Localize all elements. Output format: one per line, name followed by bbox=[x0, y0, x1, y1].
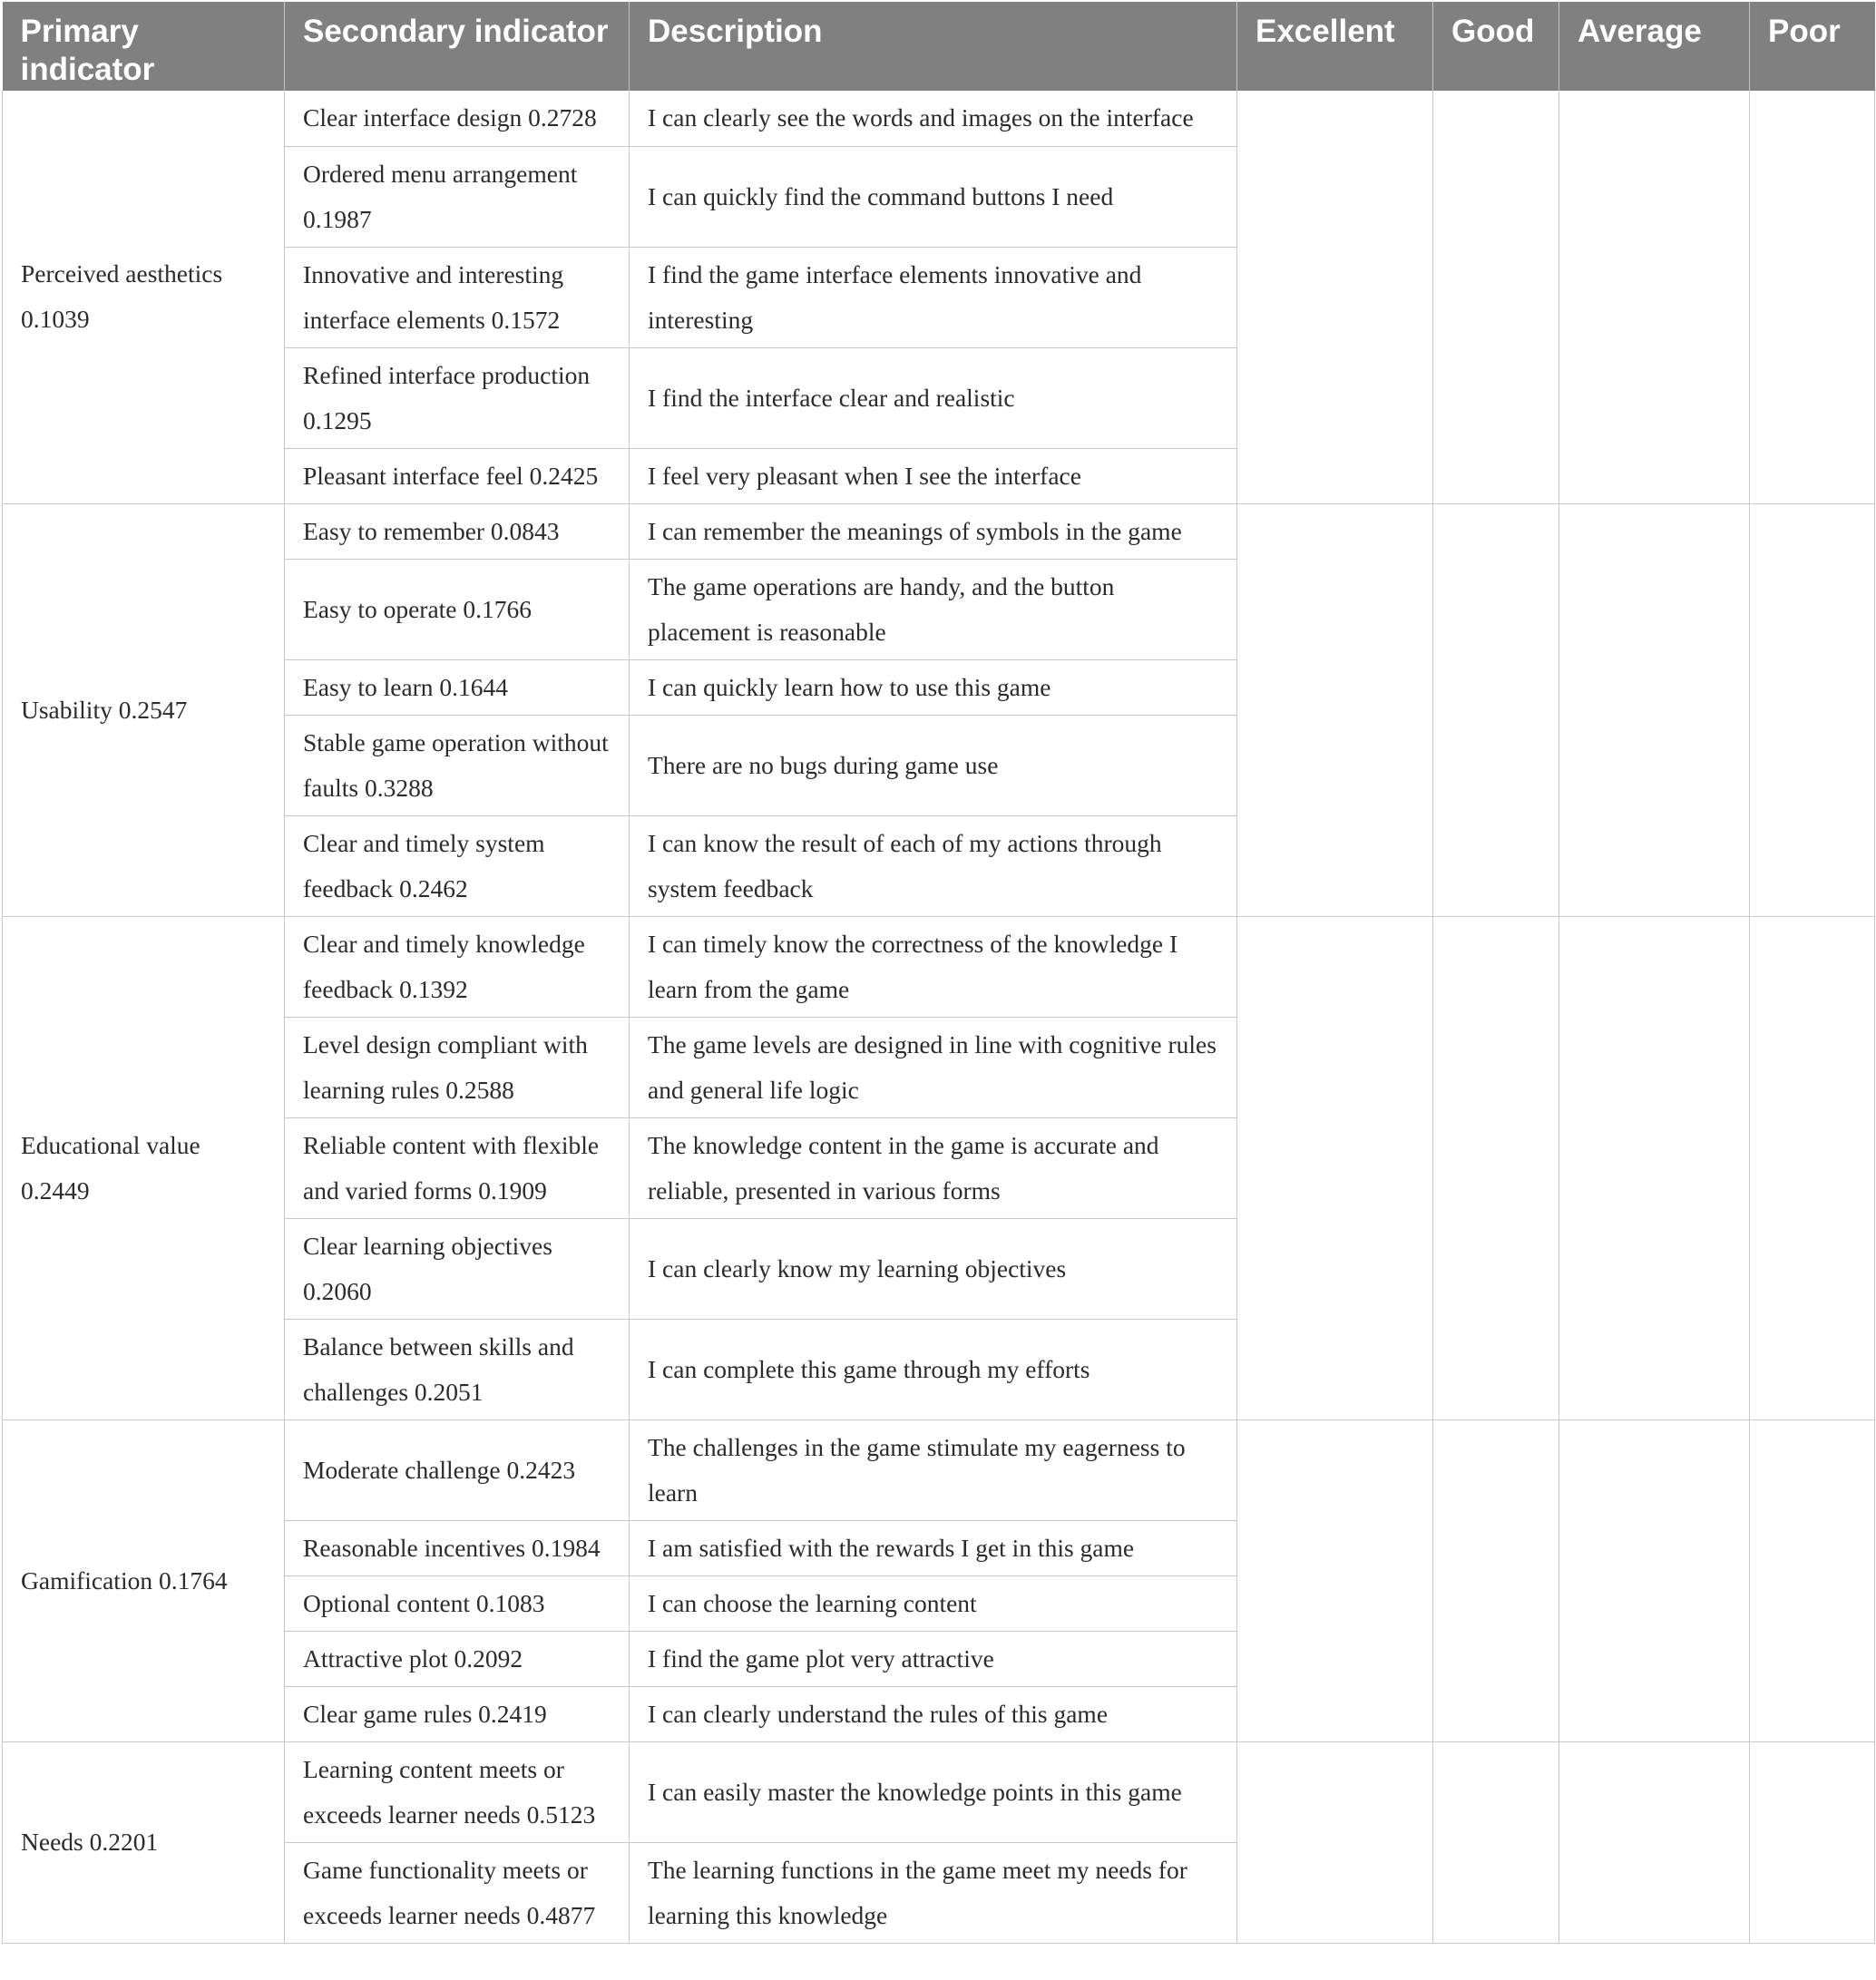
table-header bbox=[3, 2, 1875, 91]
description-cell: I can quickly learn how to use this game bbox=[630, 659, 1237, 715]
average-rating-cell[interactable] bbox=[1559, 503, 1750, 916]
table-row bbox=[3, 91, 1875, 146]
secondary-indicator-cell: Easy to learn 0.1644 bbox=[285, 659, 630, 715]
description-cell: I find the game interface elements innovative and interesting bbox=[630, 247, 1237, 347]
description-cell: I can remember the meanings of symbols in the game bbox=[630, 503, 1237, 559]
description-cell: I can clearly know my learning objectives bbox=[630, 1218, 1237, 1319]
good-rating-cell[interactable] bbox=[1433, 503, 1559, 916]
description-cell: The game levels are designed in line with cognitive rules and general life logic bbox=[630, 1017, 1237, 1117]
header-average: Average bbox=[1559, 2, 1750, 91]
good-rating-cell[interactable] bbox=[1433, 1419, 1559, 1741]
excellent-rating-cell[interactable] bbox=[1237, 1741, 1433, 1943]
secondary-indicator-cell: Reasonable incentives 0.1984 bbox=[285, 1520, 630, 1575]
header-excellent: Excellent bbox=[1237, 2, 1433, 91]
description-cell: I can complete this game through my efforts bbox=[630, 1319, 1237, 1419]
description-cell: I find the game plot very attractive bbox=[630, 1631, 1237, 1686]
poor-rating-cell[interactable] bbox=[1750, 916, 1875, 1419]
average-rating-cell[interactable] bbox=[1559, 916, 1750, 1419]
secondary-indicator-cell: Easy to remember 0.0843 bbox=[285, 503, 630, 559]
table-row bbox=[3, 503, 1875, 559]
table-row bbox=[3, 1419, 1875, 1520]
secondary-indicator-cell: Pleasant interface feel 0.2425 bbox=[285, 448, 630, 503]
secondary-indicator-cell: Reliable content with flexible and varied forms 0.1909 bbox=[285, 1117, 630, 1218]
secondary-indicator-cell: Stable game operation without faults 0.3288 bbox=[285, 715, 630, 815]
description-cell: I can easily master the knowledge points in this game bbox=[630, 1741, 1237, 1842]
average-rating-cell[interactable] bbox=[1559, 91, 1750, 503]
table-row bbox=[3, 1741, 1875, 1842]
good-rating-cell[interactable] bbox=[1433, 1741, 1559, 1943]
header-secondary-indicator: Secondary indicator bbox=[285, 2, 630, 91]
description-cell: I can clearly see the words and images on the interface bbox=[630, 91, 1237, 146]
average-rating-cell[interactable] bbox=[1559, 1741, 1750, 1943]
description-cell: I find the interface clear and realistic bbox=[630, 347, 1237, 448]
description-cell: I can quickly find the command buttons I need bbox=[630, 146, 1237, 247]
secondary-indicator-cell: Attractive plot 0.2092 bbox=[285, 1631, 630, 1686]
secondary-indicator-cell: Moderate challenge 0.2423 bbox=[285, 1419, 630, 1520]
header-good: Good bbox=[1433, 2, 1559, 91]
average-rating-cell[interactable] bbox=[1559, 1419, 1750, 1741]
secondary-indicator-cell: Clear game rules 0.2419 bbox=[285, 1686, 630, 1741]
primary-indicator-cell: Gamification 0.1764 bbox=[3, 1419, 285, 1741]
secondary-indicator-cell: Easy to operate 0.1766 bbox=[285, 559, 630, 659]
good-rating-cell[interactable] bbox=[1433, 91, 1559, 503]
poor-rating-cell[interactable] bbox=[1750, 1419, 1875, 1741]
primary-indicator-cell: Perceived aesthetics 0.1039 bbox=[3, 91, 285, 503]
excellent-rating-cell[interactable] bbox=[1237, 1419, 1433, 1741]
secondary-indicator-cell: Clear and timely system feedback 0.2462 bbox=[285, 815, 630, 916]
header-row bbox=[3, 2, 1875, 91]
good-rating-cell[interactable] bbox=[1433, 916, 1559, 1419]
description-cell: I feel very pleasant when I see the interface bbox=[630, 448, 1237, 503]
header-poor: Poor bbox=[1750, 2, 1875, 91]
secondary-indicator-cell: Learning content meets or exceeds learner needs 0.5123 bbox=[285, 1741, 630, 1842]
primary-indicator-cell: Educational value 0.2449 bbox=[3, 916, 285, 1419]
description-cell: There are no bugs during game use bbox=[630, 715, 1237, 815]
secondary-indicator-cell: Refined interface production 0.1295 bbox=[285, 347, 630, 448]
secondary-indicator-cell: Clear interface design 0.2728 bbox=[285, 91, 630, 146]
excellent-rating-cell[interactable] bbox=[1237, 503, 1433, 916]
evaluation-table bbox=[2, 2, 1875, 1944]
secondary-indicator-cell: Ordered menu arrangement 0.1987 bbox=[285, 146, 630, 247]
poor-rating-cell[interactable] bbox=[1750, 91, 1875, 503]
description-cell: The game operations are handy, and the button placement is reasonable bbox=[630, 559, 1237, 659]
poor-rating-cell[interactable] bbox=[1750, 503, 1875, 916]
description-cell: The challenges in the game stimulate my eagerness to learn bbox=[630, 1419, 1237, 1520]
header-description: Description bbox=[630, 2, 1237, 91]
poor-rating-cell[interactable] bbox=[1750, 1741, 1875, 1943]
table-row bbox=[3, 916, 1875, 1017]
primary-indicator-cell: Needs 0.2201 bbox=[3, 1741, 285, 1943]
description-cell: The learning functions in the game meet my needs for learning this knowledge bbox=[630, 1842, 1237, 1943]
description-cell: I can timely know the correctness of the knowledge I learn from the game bbox=[630, 916, 1237, 1017]
excellent-rating-cell[interactable] bbox=[1237, 916, 1433, 1419]
table-body bbox=[3, 91, 1875, 1943]
secondary-indicator-cell: Clear learning objectives 0.2060 bbox=[285, 1218, 630, 1319]
secondary-indicator-cell: Optional content 0.1083 bbox=[285, 1575, 630, 1631]
secondary-indicator-cell: Level design compliant with learning rules 0.2588 bbox=[285, 1017, 630, 1117]
secondary-indicator-cell: Clear and timely knowledge feedback 0.1392 bbox=[285, 916, 630, 1017]
description-cell: I can choose the learning content bbox=[630, 1575, 1237, 1631]
secondary-indicator-cell: Innovative and interesting interface elements 0.1572 bbox=[285, 247, 630, 347]
description-cell: The knowledge content in the game is accurate and reliable, presented in various forms bbox=[630, 1117, 1237, 1218]
primary-indicator-cell: Usability 0.2547 bbox=[3, 503, 285, 916]
secondary-indicator-cell: Game functionality meets or exceeds learner needs 0.4877 bbox=[285, 1842, 630, 1943]
header-primary-indicator: Primary indicator bbox=[3, 2, 285, 91]
description-cell: I can know the result of each of my actions through system feedback bbox=[630, 815, 1237, 916]
description-cell: I am satisfied with the rewards I get in this game bbox=[630, 1520, 1237, 1575]
description-cell: I can clearly understand the rules of this game bbox=[630, 1686, 1237, 1741]
excellent-rating-cell[interactable] bbox=[1237, 91, 1433, 503]
secondary-indicator-cell: Balance between skills and challenges 0.2051 bbox=[285, 1319, 630, 1419]
